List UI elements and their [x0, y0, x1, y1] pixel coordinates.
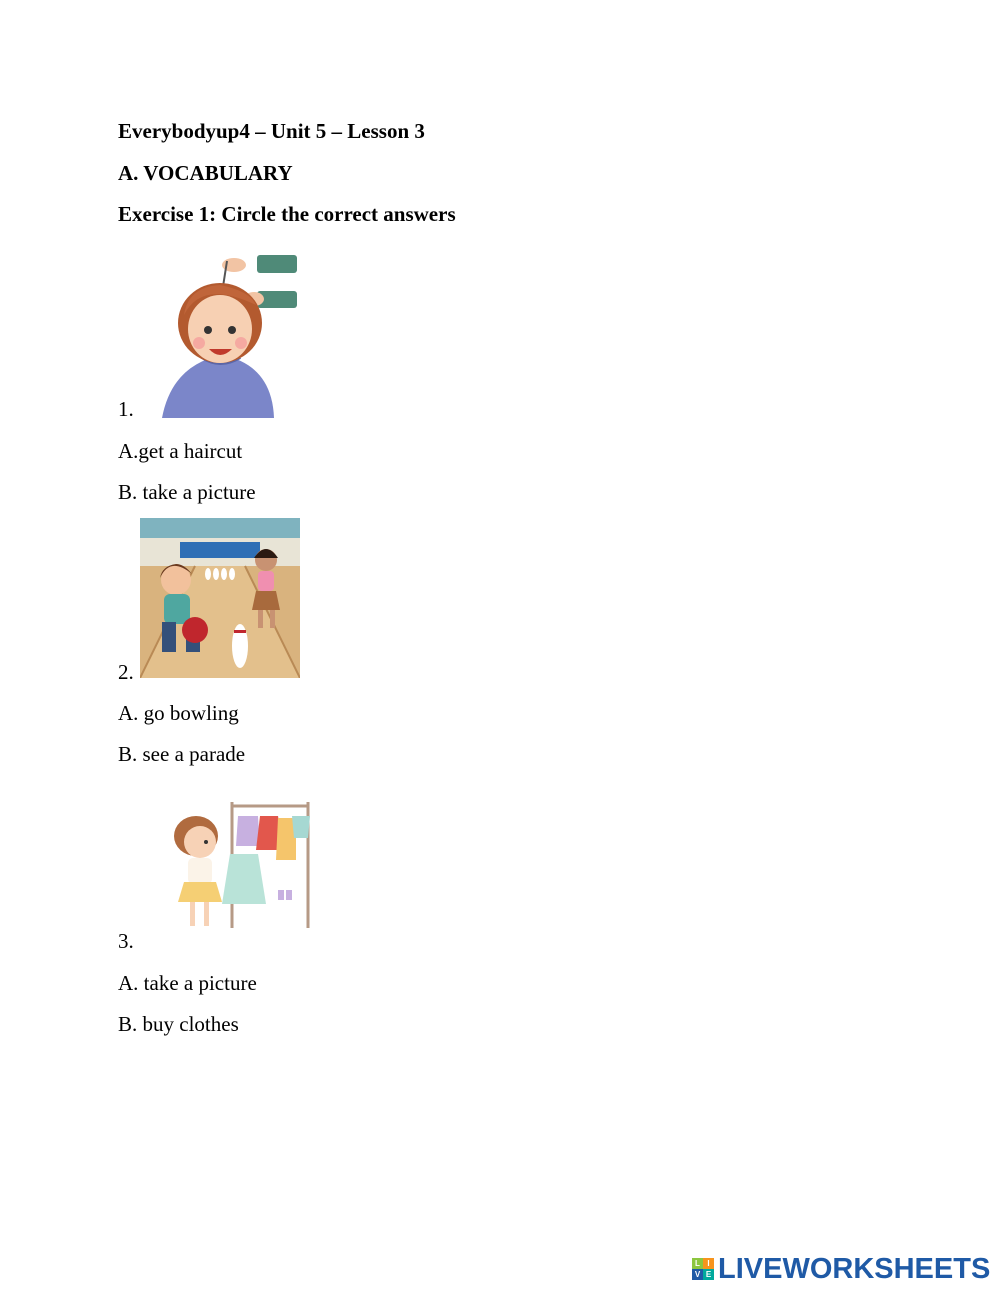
kids-bowling-icon: [140, 518, 300, 678]
question-number: 3.: [118, 929, 134, 953]
exercise-instruction: Exercise 1: Circle the correct answers: [118, 202, 456, 226]
section-heading: A. VOCABULARY: [118, 161, 293, 185]
girl-shopping-clothes-icon: [162, 798, 314, 930]
liveworksheets-badge-icon: L I V E: [692, 1258, 714, 1280]
liveworksheets-logo[interactable]: [692, 1252, 990, 1286]
option-a[interactable]: A.get a haircut: [118, 439, 243, 463]
worksheet-title: Everybodyup4 – Unit 5 – Lesson 3: [118, 119, 425, 143]
option-b[interactable]: B. buy clothes: [118, 1012, 239, 1036]
question-number: 2.: [118, 660, 134, 684]
girl-getting-haircut-icon: [162, 253, 298, 418]
question-number: 1.: [118, 397, 134, 421]
option-b[interactable]: B. see a parade: [118, 742, 246, 766]
option-a[interactable]: A. go bowling: [118, 701, 239, 725]
brand-name: LIVEWORKSHEETS: [718, 1253, 991, 1285]
option-a[interactable]: A. take a picture: [118, 971, 257, 995]
option-b[interactable]: B. take a picture: [118, 480, 256, 504]
